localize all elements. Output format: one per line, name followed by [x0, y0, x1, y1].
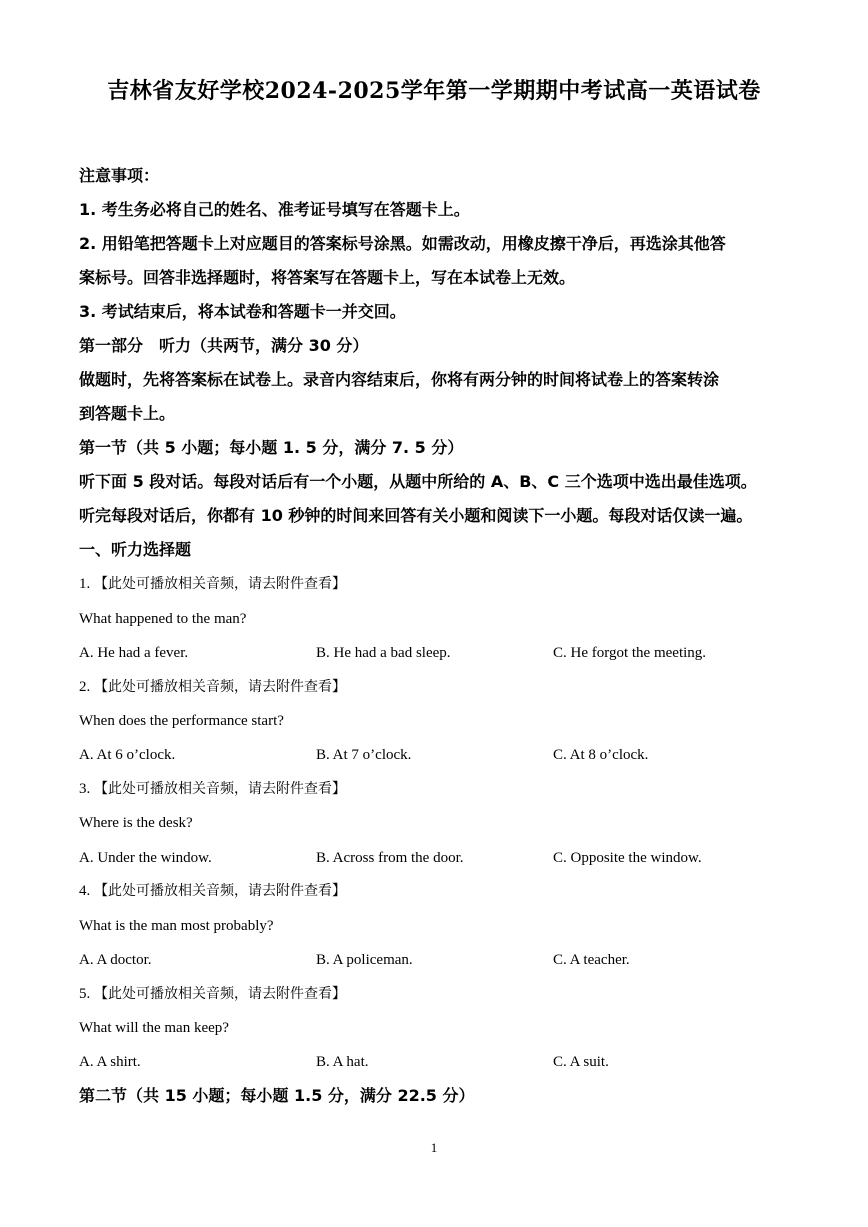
question-text: What is the man most probably? [79, 918, 274, 934]
question-number: 1. [79, 576, 91, 592]
part1-instructions: 做题时，先将答案标在试卷上。录音内容结束后，你将有两分钟的时间将试卷上的答案转涂 [79, 370, 720, 389]
option-c: C. A suit. [553, 1054, 609, 1070]
note-line: 案标号。回答非选择题时，将答案写在答题卡上，写在本试卷上无效。 [79, 268, 576, 287]
question-text: What will the man keep? [79, 1020, 229, 1036]
note-line: 1. 考生务必将自己的姓名、准考证号填写在答题卡上。 [79, 200, 470, 219]
page-number: 1 [430, 1140, 438, 1155]
audio-note: 【此处可播放相关音频，请去附件查看】 [94, 883, 346, 899]
option-a: A. He had a fever. [79, 645, 189, 661]
question-audio-note [79, 984, 346, 1004]
option-c: C. At 8 o’clock. [553, 747, 649, 763]
option-c: C. Opposite the window. [553, 850, 702, 866]
section1-instructions: 听下面 5 段对话。每段对话后有一个小题，从题中所给的 A、B、C 三个选项中选出最佳选项。 [79, 472, 757, 491]
notes-heading: 注意事项： [79, 166, 160, 185]
question-number: 3. [79, 781, 91, 797]
question-number: 4. [79, 883, 91, 899]
section1-instructions: 听完每段对话后，你都有 10 秒钟的时间来回答有关小题和阅读下一小题。每段对话仅读一遍。 [79, 506, 753, 525]
option-b: B. A policeman. [316, 952, 413, 968]
audio-note: 【此处可播放相关音频，请去附件查看】 [94, 986, 346, 1002]
part1-heading: 第一部分 听力（共两节，满分 30 分） [79, 336, 369, 355]
part1-instructions: 到答题卡上。 [79, 404, 176, 423]
question-number: 2. [79, 679, 91, 695]
question-text: Where is the desk? [79, 815, 193, 831]
section1-subheading: 一、听力选择题 [79, 540, 192, 559]
option-a: A. A doctor. [79, 952, 152, 968]
question-audio-note [79, 881, 346, 901]
option-a: A. Under the window. [79, 850, 212, 866]
audio-note: 【此处可播放相关音频，请去附件查看】 [94, 679, 346, 695]
option-a: A. A shirt. [79, 1054, 141, 1070]
section1-heading: 第一节（共 5 小题；每小题 1. 5 分，满分 7. 5 分） [79, 438, 464, 457]
option-b: B. A hat. [316, 1054, 369, 1070]
option-b: B. Across from the door. [316, 850, 464, 866]
option-c: C. A teacher. [553, 952, 630, 968]
question-audio-note [79, 574, 346, 594]
note-line: 2. 用铅笔把答题卡上对应题目的答案标号涂黑。如需改动，用橡皮擦干净后，再选涂其他答 [79, 234, 726, 253]
question-text: When does the performance start? [79, 713, 284, 729]
audio-note: 【此处可播放相关音频，请去附件查看】 [94, 576, 346, 592]
audio-note: 【此处可播放相关音频，请去附件查看】 [94, 781, 346, 797]
option-c: C. He forgot the meeting. [553, 645, 707, 661]
option-b: B. He had a bad sleep. [316, 645, 451, 661]
option-b: B. At 7 o’clock. [316, 747, 412, 763]
option-a: A. At 6 o’clock. [79, 747, 176, 763]
question-audio-note [79, 779, 346, 799]
question-text: What happened to the man? [79, 611, 247, 627]
question-audio-note [79, 677, 346, 697]
exam-title: 吉林省友好学校2024-2025学年第一学期期中考试高一英语试卷 [107, 78, 761, 104]
question-number: 5. [79, 986, 91, 1002]
note-line: 3. 考试结束后，将本试卷和答题卡一并交回。 [79, 302, 406, 321]
section2-heading: 第二节（共 15 小题；每小题 1.5 分，满分 22.5 分） [79, 1086, 475, 1105]
